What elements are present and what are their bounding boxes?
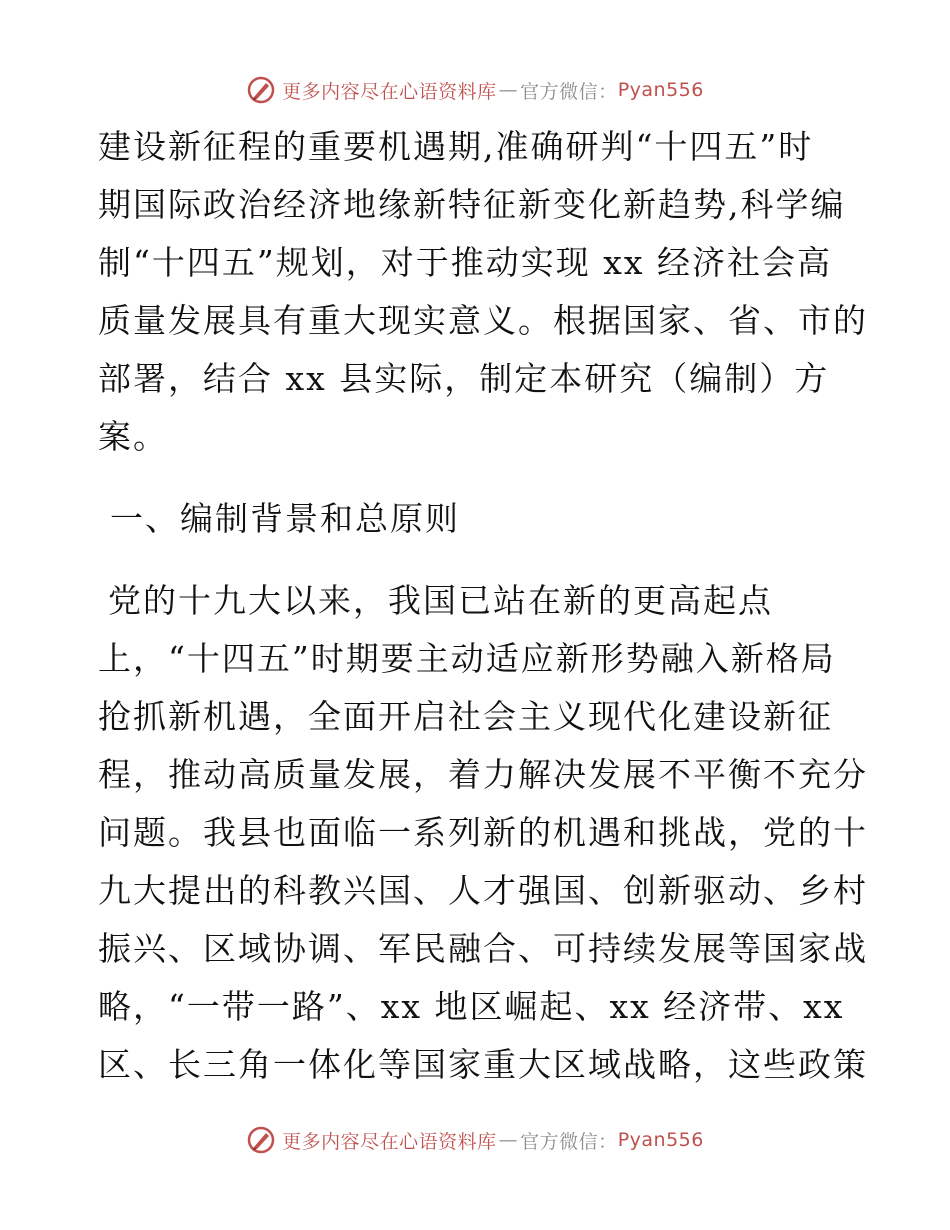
header-watermark [0, 70, 950, 110]
watermark-text: 更多内容尽在心语资料库 [282, 80, 497, 103]
text-line: 期国际政治经济地缘新特征新变化新趋势,科学编 [98, 185, 846, 224]
intro-paragraph [98, 118, 868, 466]
document-body [98, 118, 868, 1094]
section-heading: 一、编制背景和总原则 [110, 499, 460, 538]
text-line: 区、长三角一体化等国家重大区域战略，这些政策 [98, 1045, 868, 1084]
text-line: 质量发展具有重大现实意义。根据国家、省、市的 [98, 301, 868, 340]
text-line: 问题。我县也面临一系列新的机遇和挑战，党的十 [98, 813, 868, 852]
pen-logo-icon [246, 75, 276, 105]
watermark-wechat-id: Pyan556 [617, 79, 704, 101]
body-paragraph [98, 572, 868, 1094]
pen-logo-icon [246, 1125, 276, 1155]
watermark-wechat-id: Pyan556 [617, 1129, 704, 1151]
watermark-text: 更多内容尽在心语资料库 [282, 1130, 497, 1153]
text-line: 党的十九大以来，我国已站在新的更高起点 [108, 581, 773, 620]
text-line: 九大提出的科教兴国、人才强国、创新驱动、乡村 [98, 871, 868, 910]
watermark-dash: — [498, 1129, 519, 1151]
text-line: 建设新征程的重要机遇期,准确研判“十四五”时 [98, 127, 814, 166]
text-line: 制“十四五”规划，对于推动实现 xx 经济社会高 [98, 243, 832, 282]
text-line: 案。 [98, 417, 168, 456]
text-line: 程，推动高质量发展，着力解决发展不平衡不充分 [98, 755, 868, 794]
footer-watermark [0, 1120, 950, 1160]
text-line: 部署，结合 xx 县实际，制定本研究（编制）方 [98, 359, 830, 398]
text-line: 抢抓新机遇，全面开启社会主义现代化建设新征 [98, 697, 833, 736]
text-line: 振兴、区域协调、军民融合、可持续发展等国家战 [98, 929, 868, 968]
watermark-label: 官方微信： [520, 80, 618, 103]
text-line: 略，“一带一路”、xx 地区崛起、xx 经济带、xx [98, 987, 845, 1026]
watermark-label: 官方微信： [520, 1130, 618, 1153]
watermark-dash: — [498, 79, 519, 101]
text-line: 上，“十四五”时期要主动适应新形势融入新格局 [98, 639, 836, 678]
